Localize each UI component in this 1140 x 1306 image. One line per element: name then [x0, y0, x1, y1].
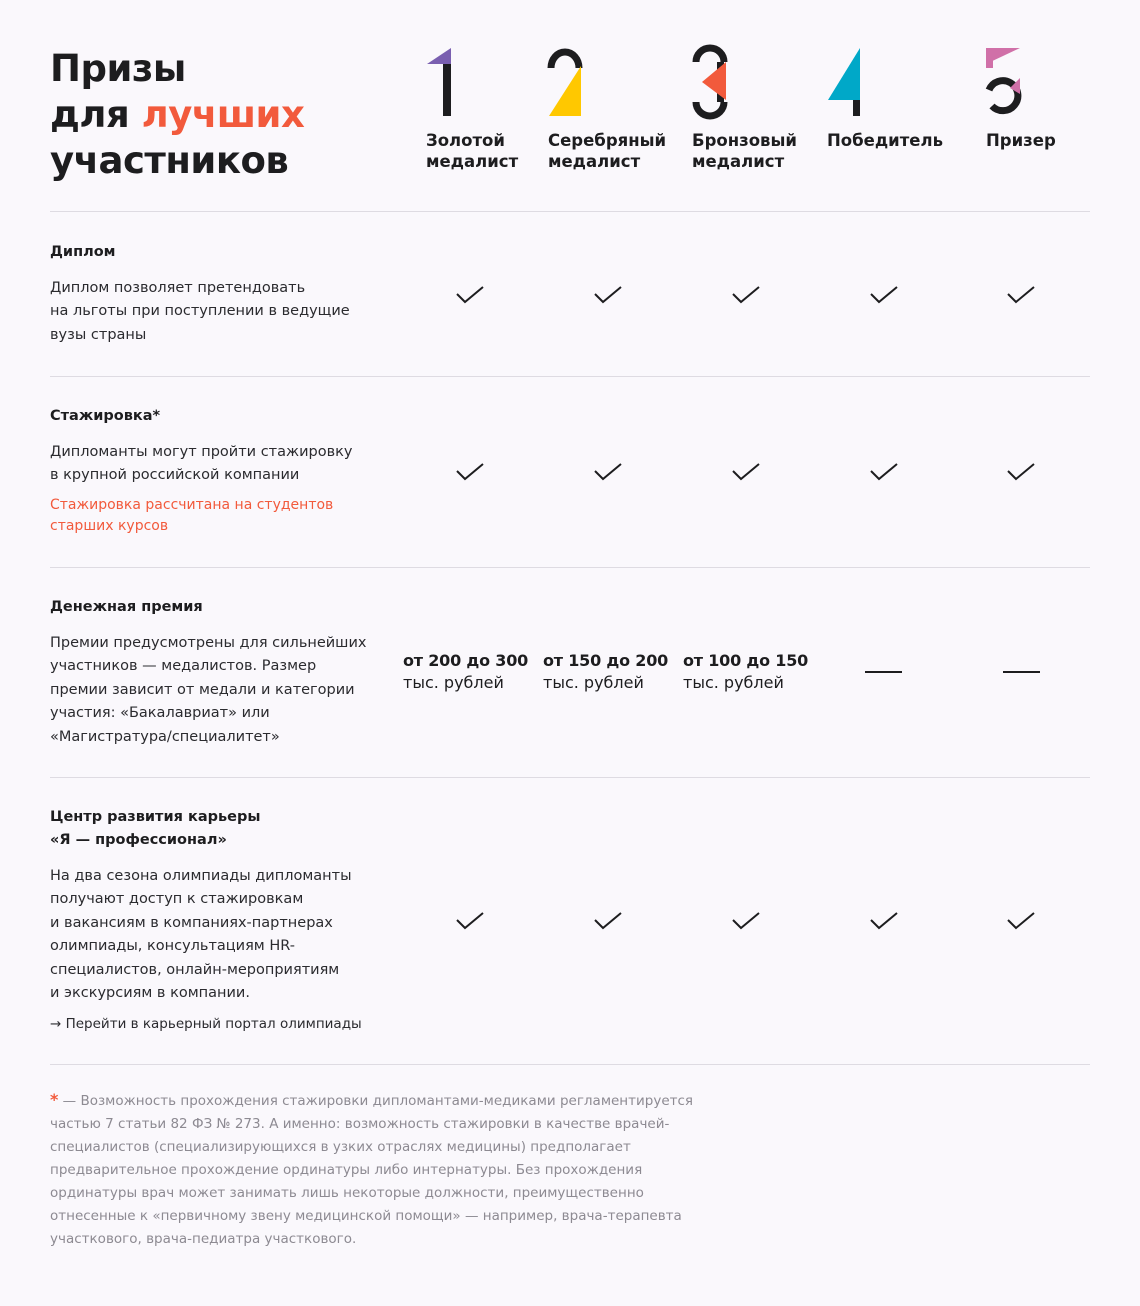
check-icon	[455, 911, 485, 931]
row-internship-title: Стажировка*	[50, 408, 161, 424]
row-career-title: Центр развития карьеры «Я — профессионал»	[50, 809, 261, 848]
footnote-text: — Возможность прохождения стажировки дипломантами-медиками регламентируется частью 7 статьи 82 ФЗ № 273. А именно: возможность стажировки в качестве врачей-специалистов (специализирующихся в узких отраслях медицины) предполагает предварительное прохождение ординатуры либо интернатуры. Без прохождения ординатуры врач может занимать лишь некоторые должности, преимущественно отнесенные к «первичному звену медицинской помощи» — например, врача-терапевта участкового, врача-педиатра участкового.	[50, 1093, 694, 1247]
place-2-label: Серебряный медалист	[548, 131, 667, 171]
money-gold-amount: от 200 до 300	[403, 651, 529, 670]
check-icon	[593, 462, 623, 482]
dash-icon	[865, 671, 902, 673]
title-line-3: участников	[50, 139, 289, 182]
divider	[50, 1064, 1090, 1065]
place-1-numeral	[424, 44, 464, 120]
money-gold	[403, 650, 528, 694]
divider	[50, 211, 1090, 212]
money-gold-unit: тыс. рублей	[403, 673, 504, 692]
title-line-1: Призы	[50, 47, 186, 90]
row-money-text: Премии предусмотрены для сильнейших участников — медалистов. Размер премии зависит от медали и категории участия: «Бакалавриат» или «Магистратура/специалитет»	[50, 635, 367, 745]
money-bronze-amount: от 100 до 150	[683, 651, 809, 670]
check-icon	[455, 462, 485, 482]
place-2-numeral	[546, 44, 586, 120]
place-4-label: Победитель	[827, 131, 944, 150]
place-1-label: Золотой медалист	[426, 131, 519, 171]
check-icon	[869, 462, 899, 482]
title-line-2-prefix: для	[50, 93, 130, 136]
place-5-label: Призер	[986, 131, 1056, 150]
check-icon	[593, 911, 623, 931]
title-line-2-accent: лучших	[141, 93, 305, 136]
check-icon	[869, 285, 899, 305]
footnote-star: *	[50, 1090, 59, 1109]
money-silver-amount: от 150 до 200	[543, 651, 669, 670]
money-silver-unit: тыс. рублей	[543, 673, 644, 692]
row-career-text: На два сезона олимпиады дипломанты получают доступ к стажировкам и вакансиям в компаниях-партнерах олимпиады, консультациям HR- специалистов, онлайн-мероприятиям и экскурсиям в компании.	[50, 868, 352, 1002]
money-bronze-unit: тыс. рублей	[683, 673, 784, 692]
place-3-label: Бронзовый медалист	[692, 131, 797, 171]
place-3-numeral	[690, 44, 730, 120]
place-4-numeral	[826, 44, 866, 120]
money-silver	[543, 650, 668, 694]
check-icon	[593, 285, 623, 305]
footnote	[50, 1088, 730, 1251]
check-icon	[869, 911, 899, 931]
check-icon	[455, 285, 485, 305]
check-icon	[1006, 911, 1036, 931]
check-icon	[731, 285, 761, 305]
page-title	[50, 46, 304, 184]
place-5-numeral	[984, 44, 1024, 120]
row-internship-text: Дипломанты могут пройти стажировку в крупной российской компании	[50, 444, 353, 484]
career-portal-link[interactable]: → Перейти в карьерный портал олимпиады	[50, 1016, 362, 1032]
check-icon	[731, 462, 761, 482]
check-icon	[731, 911, 761, 931]
divider	[50, 777, 1090, 778]
row-internship-note: Стажировка рассчитана на студентов старших курсов	[50, 497, 334, 534]
money-bronze	[683, 650, 808, 694]
row-money-title: Денежная премия	[50, 599, 203, 615]
row-diploma-title: Диплом	[50, 244, 116, 260]
divider	[50, 376, 1090, 377]
dash-icon	[1003, 671, 1040, 673]
divider	[50, 567, 1090, 568]
title-line-2	[50, 92, 304, 138]
check-icon	[1006, 285, 1036, 305]
row-diploma-text: Диплом позволяет претендовать на льготы при поступлении в ведущие вузы страны	[50, 280, 350, 343]
check-icon	[1006, 462, 1036, 482]
